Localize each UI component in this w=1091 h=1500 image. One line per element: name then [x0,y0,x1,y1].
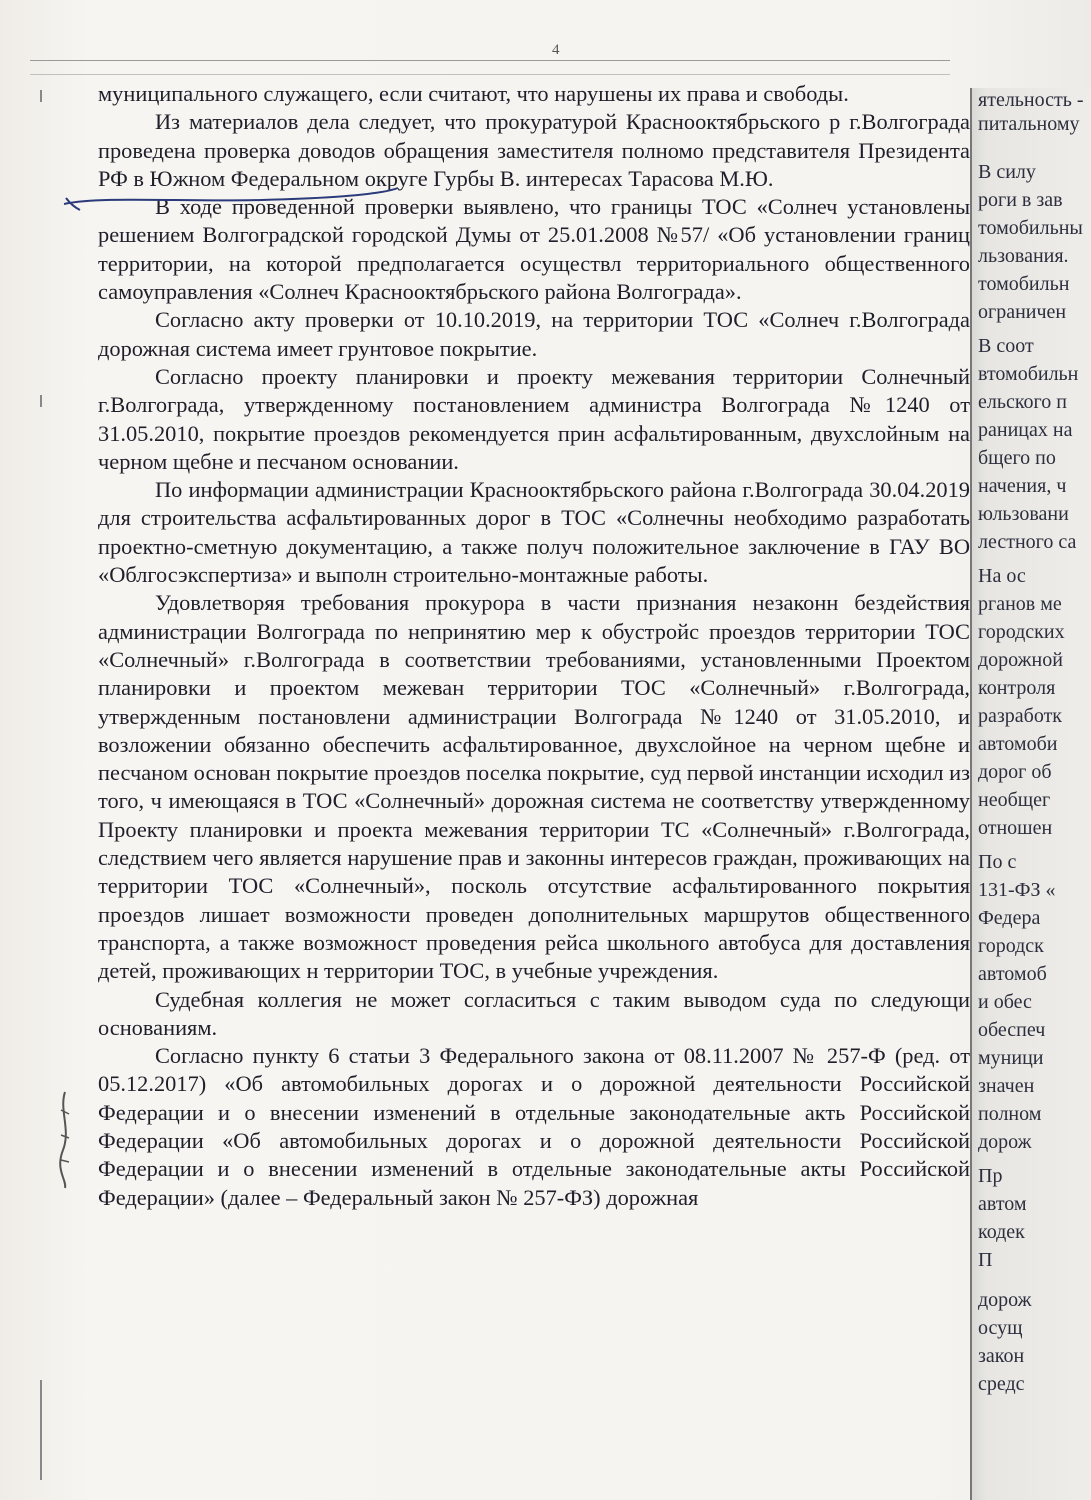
strip-fragment: дорож [978,1289,1032,1311]
paragraph: Из материалов дела следует, что прокуратурой Краснооктябрьского р г.Волгограда проведена проверка доводов обращения заместителя полномо представителя Президента РФ в Южном Федеральном округе Гурбы В. интересах Тарасова М.Ю. [98,109,970,191]
paragraph: В ходе проведенной проверки выявлено, что границы ТОС «Солнеч установлены решением Волгоградской городской Думы от 25.01.2008 №57/ «Об установлении границ территории, на которой предполагается осуществл территориального общественного самоуправления «Солнеч Краснооктябрьского района Волгограда». [98,194,970,305]
strip-fragment: автомоб [978,963,1047,985]
margin-tick [40,90,42,102]
strip-fragment: средс [978,1373,1025,1395]
strip-fragment: льзования. [978,245,1069,267]
strip-fragment: обеспеч [978,1019,1046,1041]
margin-tick [40,395,42,407]
strip-fragment: лестного са [978,531,1077,553]
strip-fragment: полном [978,1103,1042,1125]
strip-fragment: дорог об [978,761,1052,783]
strip-fragment: П [978,1249,993,1271]
overlapping-page-strip [970,88,1091,1500]
margin-pen-mark-icon [55,1090,75,1190]
strip-fragment: роги в зав [978,189,1063,211]
strip-fragment: закон [978,1345,1025,1367]
strip-fragment: рганов ме [978,593,1062,615]
strip-fragment: необщег [978,789,1051,811]
strip-fragment: томобильны [978,217,1083,239]
strip-fragment: значен [978,1075,1035,1097]
page-number: 4 [552,42,560,58]
strip-fragment: контроля [978,677,1056,699]
margin-binding-line [40,1380,42,1480]
strip-fragment: Пр [978,1165,1003,1187]
strip-fragment: ятельность - [978,89,1084,111]
strip-fragment: дорожной [978,649,1063,671]
paragraph: По информации администрации Краснооктябрьского района г.Волгограда 30.04.2019 для строительства асфальтированных дорог в ТОС «Солнечны необходимо разработать проектно-сметную документацию, а также получ положительное заключение в ГАУ ВО «Облгосэкспертиза» и выполн строительно-монтажные работы. [98,477,970,588]
top-rule [30,60,950,61]
strip-fragment: юльзовани [978,503,1069,525]
paragraph: Судебная коллегия не может согласиться с таким выводом суда по следующи основаниям. [98,986,970,1040]
strip-fragment: автомоби [978,733,1058,755]
strip-fragment: В соот [978,335,1034,357]
strip-fragment: ограничен [978,301,1067,323]
strip-fragment: отношен [978,817,1053,839]
strip-fragment: автом [978,1193,1027,1215]
strip-fragment: томобильн [978,273,1070,295]
strip-fragment: дорож [978,1131,1032,1153]
strip-fragment: городских [978,621,1065,643]
document-body [98,80,970,1212]
strip-fragment: и обес [978,991,1032,1013]
paragraph: Удовлетворяя требования прокурора в части признания незаконн бездействия администрации Волгограда по непринятию мер к обустройс проездов территории ТОС «Солнечный» г.Волгограда в соответствии требованиями, установленными Проектом планировки и проектом межеван территории ТОС «Солнечный» г.Волгограда, утвержденным постановлени администрации Волгограда №1240 от 31.05.2010, и возложении обязанно обеспечить асфальтированное, двухслойное на черном щебне и песчаном основан покрытие проездов поселка покрытие, суд первой инстанции исходил из того, ч имеющаяся в ТОС «Солнечный» дорожная система не соответству утвержденному Проекту планировки и проекта межевания территории ТС «Солнечный» г.Волгограда, следствием чего является нарушение прав и законны интересов граждан, проживающих на территории ТОС «Солнечный», посколь отсутствие асфальтированного покрытия проездов лишает возможности проведен дополнительных маршрутов общественного транспорта, а также возможност проведения рейса школьного автобуса для доставления детей, проживающих н территории ТОС, в учебные учреждения. [98,590,970,984]
top-rule-secondary [30,74,950,75]
strip-fragment: городск [978,935,1044,957]
strip-fragment: разработк [978,705,1063,727]
strip-fragment: По с [978,851,1017,873]
strip-fragment: ельского п [978,391,1067,413]
strip-fragment: В силу [978,161,1036,183]
strip-fragment: питальному [978,113,1080,135]
strip-fragment: 131-ФЗ « [978,879,1056,901]
strip-fragment: муници [978,1047,1044,1069]
paragraph: Согласно акту проверки от 10.10.2019, на территории ТОС «Солнеч г.Волгограда дорожная система имеет грунтовое покрытие. [98,307,970,361]
paragraph: Согласно пункту 6 статьи 3 Федерального закона от 08.11.2007 № 257-Ф (ред. от 05.12.2017) «Об автомобильных дорогах и о дорожной деятельности Российской Федерации и о внесении изменений в отдельные законодательные акть Российской Федерации «Об автомобильных дорогах и о дорожной деятельности Российской Федерации и о внесении изменений в отдельные законодательные акты Российской Федерации» (далее – Федеральный закон № 257-ФЗ) дорожная [98,1043,970,1210]
strip-fragment: начения, ч [978,475,1067,497]
pen-underline-icon [62,176,402,216]
strip-fragment: бщего по [978,447,1056,469]
strip-fragment: осущ [978,1317,1023,1339]
strip-fragment: втомобильн [978,363,1079,385]
strip-fragment: кодек [978,1221,1025,1243]
paragraph: муниципального служащего, если считают, что нарушены их права и свободы. [98,81,849,106]
strip-fragment: раницах на [978,419,1073,441]
paragraph: Согласно проекту планировки и проекту межевания территории Солнечный г.Волгограда, утвержденному постановлением администра Волгограда №1240 от 31.05.2010, покрытие проездов рекомендуется прин асфальтированным, двухслойным на черном щебне и песчаном основании. [98,363,970,474]
strip-fragment: На ос [978,565,1026,587]
strip-fragment: Федера [978,907,1041,929]
